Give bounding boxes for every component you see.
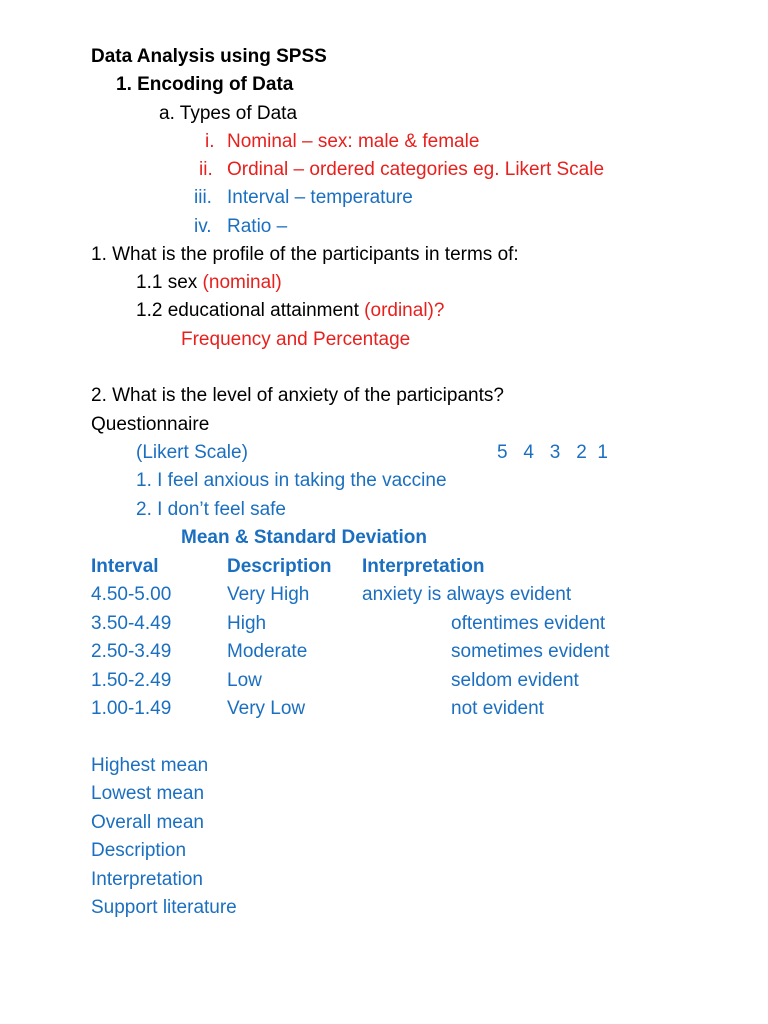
scale-tag: (nominal) (202, 272, 282, 293)
list-text: Ordinal – ordered categories eg. Likert Scale (227, 159, 605, 180)
section-heading: 1. Encoding of Data (116, 74, 294, 95)
list-text: Nominal – sex: male & female (227, 131, 480, 152)
summary-item: Highest mean (91, 755, 209, 776)
questionnaire-label: Questionnaire (91, 414, 210, 435)
questionnaire-item: 1. I feel anxious in taking the vaccine (136, 470, 447, 491)
list-text: Ratio – (227, 216, 288, 237)
question-2: 2. What is the level of anxiety of the participants? (91, 385, 504, 406)
document-title: Data Analysis using SPSS (91, 46, 327, 67)
statistical-method: Mean & Standard Deviation (181, 527, 427, 548)
table-cell-interpretation: sometimes evident (451, 641, 610, 662)
table-header-interval: Interval (91, 556, 159, 577)
table-header-description: Description (227, 556, 332, 577)
list-numeral: iv. (194, 216, 212, 237)
scale-tag: (ordinal)? (364, 300, 445, 321)
table-cell-interpretation: seldom evident (451, 670, 579, 691)
table-cell-description: Very High (227, 584, 310, 605)
data-type-item (199, 158, 605, 182)
table-cell-interval: 2.50-3.49 (91, 641, 172, 662)
table-cell-interval: 1.00-1.49 (91, 698, 172, 719)
item-text: 1.1 sex (136, 272, 203, 293)
list-text: Interval – temperature (227, 187, 413, 208)
question-1-item (136, 299, 444, 323)
table-cell-interpretation: anxiety is always evident (362, 584, 572, 605)
question-1-item (136, 271, 282, 295)
summary-item: Lowest mean (91, 783, 205, 804)
list-numeral: ii. (199, 159, 213, 180)
list-numeral: iii. (194, 187, 212, 208)
likert-label: (Likert Scale) (136, 442, 248, 463)
list-numeral: i. (205, 131, 215, 152)
question-1: 1. What is the profile of the participants in terms of: (91, 244, 519, 265)
table-cell-description: Moderate (227, 641, 308, 662)
summary-item: Overall mean (91, 812, 204, 833)
table-cell-interpretation: not evident (451, 698, 544, 719)
table-cell-interval: 3.50-4.49 (91, 613, 172, 634)
data-type-item (194, 215, 288, 239)
summary-item: Description (91, 840, 187, 861)
subsection-heading: a. Types of Data (159, 103, 298, 124)
likert-scale-values: 5 4 3 2 1 (497, 442, 608, 463)
table-cell-description: Very Low (227, 698, 306, 719)
summary-item: Interpretation (91, 869, 203, 890)
summary-item: Support literature (91, 897, 237, 918)
statistical-method: Frequency and Percentage (181, 329, 411, 350)
data-type-item (205, 130, 480, 154)
table-cell-description: Low (227, 670, 262, 691)
table-header-interpretation: Interpretation (362, 556, 485, 577)
table-cell-interval: 4.50-5.00 (91, 584, 172, 605)
table-cell-description: High (227, 613, 267, 634)
item-text: 1.2 educational attainment (136, 300, 365, 321)
questionnaire-item: 2. I don’t feel safe (136, 499, 286, 520)
table-cell-interpretation: oftentimes evident (451, 613, 606, 634)
data-type-item (194, 186, 413, 210)
table-cell-interval: 1.50-2.49 (91, 670, 172, 691)
